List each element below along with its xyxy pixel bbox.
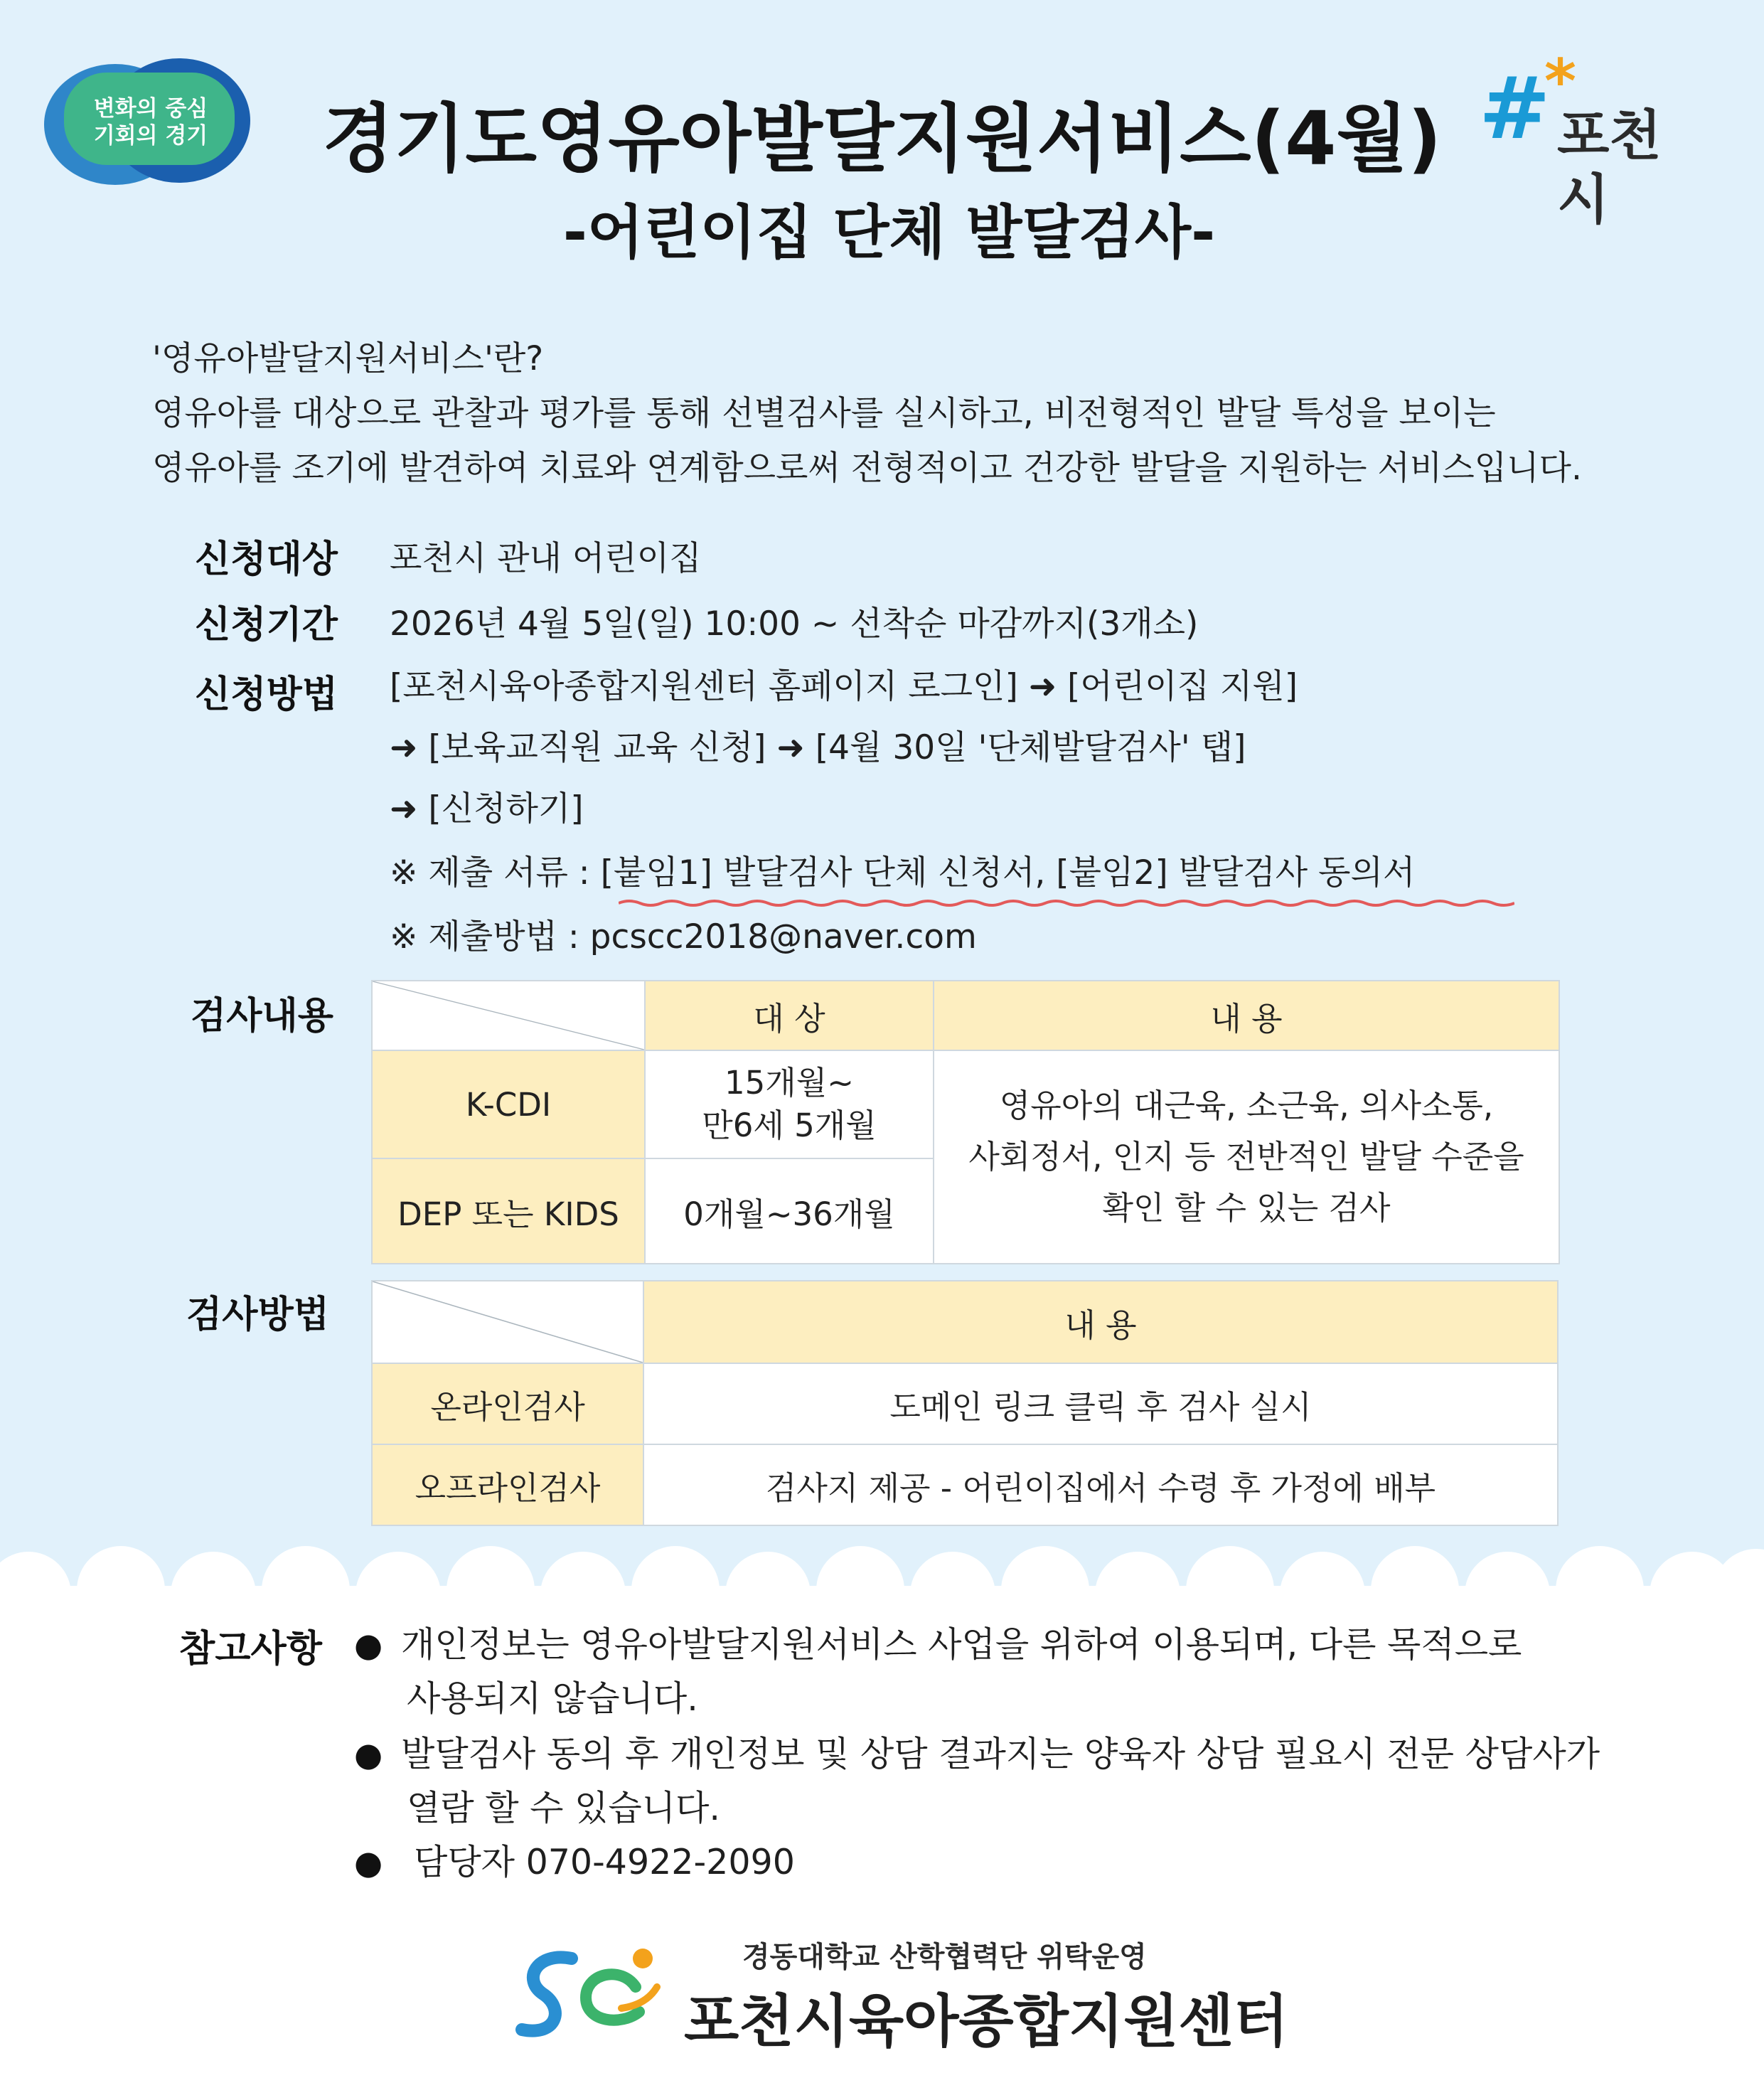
target-value: 포천시 관내 어린이집 xyxy=(390,539,702,578)
cloud-border xyxy=(0,1543,1764,1629)
exam-method-label: 검사방법 xyxy=(186,1294,329,1336)
method-label: 신청방법 xyxy=(195,673,338,716)
table-corner-diagonal xyxy=(373,1281,643,1363)
page-title: 경기도영유아발달지원서비스(4월) xyxy=(322,95,1442,182)
method-name-online: 온라인검사 xyxy=(372,1363,643,1444)
period-label: 신청기간 xyxy=(195,604,338,646)
pocheon-logo-hash: # xyxy=(1479,60,1551,159)
method-line2: ➜ [보육교직원 교육 신청] ➜ [4월 30일 '단체발달검사' 탭] xyxy=(390,728,1246,767)
table-row xyxy=(372,1050,1559,1158)
intro-line1: '영유아발달지원서비스'란? xyxy=(152,339,544,378)
exam-description-line2: 사회정서, 인지 등 전반적인 발달 수준을 xyxy=(968,1138,1524,1176)
docs-line: ※ 제출 서류 : [붙임1] 발달검사 단체 신청서, [붙임2] 발달검사 동의서 xyxy=(390,853,1416,892)
table-corner-diagonal xyxy=(373,981,644,1050)
method-content-offline: 검사지 제공 - 어린이집에서 수령 후 가정에 배부 xyxy=(643,1444,1558,1525)
exam-target-kcdi-line2: 만6세 5개월 xyxy=(702,1107,877,1144)
method-line1: [포천시육아종합지원센터 홈페이지 로그인] ➜ [어린이집 지원] xyxy=(390,667,1298,706)
table-row xyxy=(372,1363,1558,1444)
intro-line3: 영유아를 조기에 발견하여 치료와 연계함으로써 전형적이고 건강한 발달을 지원하는 서비스입니다. xyxy=(152,449,1582,488)
reference-item2-line2: 열람 할 수 있습니다. xyxy=(407,1788,720,1828)
pocheon-logo-name: 포천시 xyxy=(1557,104,1662,231)
method-line3: ➜ [신청하기] xyxy=(390,789,584,828)
table-corner xyxy=(372,981,645,1050)
intro-line2: 영유아를 대상으로 관찰과 평가를 통해 선별검사를 실시하고, 비전형적인 발달 특성을 보이는 xyxy=(152,394,1496,433)
bullet-icon: ● xyxy=(354,1843,383,1882)
exam-method-table xyxy=(371,1280,1559,1526)
exam-name-dep-kids: DEP 또는 KIDS xyxy=(372,1158,645,1264)
exam-target-kcdi xyxy=(645,1050,934,1158)
reference-item3: 담당자 070-4922-2090 xyxy=(414,1842,795,1882)
exam-name-kcdi: K-CDI xyxy=(372,1050,645,1158)
header-content: 내 용 xyxy=(934,981,1559,1050)
method-content-online: 도메인 링크 클릭 후 검사 실시 xyxy=(643,1363,1558,1444)
table-corner xyxy=(372,1281,643,1363)
exam-content-label: 검사내용 xyxy=(191,995,333,1038)
exam-description xyxy=(934,1050,1559,1264)
method-name-offline: 오프라인검사 xyxy=(372,1444,643,1525)
table-row xyxy=(372,1444,1558,1525)
exam-description-line3: 확인 할 수 있는 검사 xyxy=(1102,1189,1391,1227)
intro-text xyxy=(152,331,1716,496)
gyeonggi-logo-line1: 변화의 중심 xyxy=(93,96,208,122)
pocheon-logo-star: * xyxy=(1544,46,1576,117)
period-value: 2026년 4월 5일(일) 10:00 ~ 선착순 마감까지(3개소) xyxy=(390,604,1199,644)
bullet-icon: ● xyxy=(354,1626,383,1664)
gyeonggi-logo-line2: 기회의 경기 xyxy=(93,123,208,149)
submit-line: ※ 제출방법 : pcscc2018@naver.com xyxy=(390,917,977,956)
center-logo-icon xyxy=(515,1937,664,2044)
reference-item2-line1: 발달검사 동의 후 개인정보 및 상담 결과지는 양육자 상담 필요시 전문 상담사가 xyxy=(401,1734,1600,1774)
bullet-icon: ● xyxy=(354,1735,383,1774)
page-subtitle: -어린이집 단체 발달검사- xyxy=(562,199,1216,267)
header-target: 대 상 xyxy=(645,981,934,1050)
exam-target-dep-kids: 0개월~36개월 xyxy=(645,1158,934,1264)
docs-underline xyxy=(619,897,1514,909)
reference-item1-line1: 개인정보는 영유아발달지원서비스 사업을 위하여 이용되며, 다른 목적으로 xyxy=(401,1624,1522,1665)
references-label: 참고사항 xyxy=(179,1628,322,1670)
footer-subtitle: 경동대학교 산학협력단 위탁운영 xyxy=(742,1941,1147,1973)
footer-center-name: 포천시육아종합지원센터 xyxy=(684,1988,1289,2054)
reference-item1-line2: 사용되지 않습니다. xyxy=(407,1678,698,1719)
exam-description-line1: 영유아의 대근육, 소근육, 의사소통, xyxy=(999,1087,1494,1124)
target-label: 신청대상 xyxy=(195,538,338,581)
exam-target-kcdi-line1: 15개월~ xyxy=(725,1064,854,1102)
header-content: 내 용 xyxy=(643,1281,1558,1363)
exam-content-table xyxy=(371,980,1560,1264)
